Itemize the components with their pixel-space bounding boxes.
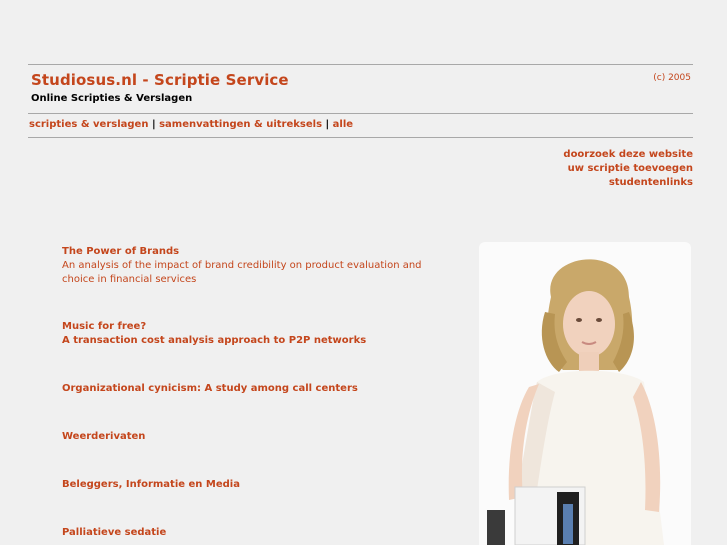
thesis-subtitle[interactable]: An analysis of the impact of brand credibility on product evaluation and choice in financial services bbox=[62, 260, 422, 285]
search-site-link[interactable]: doorzoek deze website bbox=[563, 149, 693, 160]
student-photo bbox=[479, 242, 691, 545]
thesis-subtitle[interactable]: A transaction cost analysis approach to P2P networks bbox=[62, 335, 367, 346]
thesis-item[interactable] bbox=[62, 320, 366, 348]
nav-divider bbox=[28, 137, 693, 138]
thesis-title-link[interactable]: Weerderivaten bbox=[62, 431, 146, 442]
thesis-item[interactable] bbox=[62, 245, 442, 287]
top-divider bbox=[28, 64, 693, 65]
site-tagline: Online Scripties & Verslagen bbox=[31, 93, 193, 104]
header-divider bbox=[28, 113, 693, 114]
student-links-link[interactable]: studentenlinks bbox=[608, 177, 693, 188]
site-title: Studiosus.nl - Scriptie Service bbox=[31, 71, 289, 89]
copyright-text: (c) 2005 bbox=[653, 73, 691, 83]
thesis-title-link[interactable]: Palliatieve sedatie bbox=[62, 527, 167, 538]
nav-link-scripties[interactable]: scripties & verslagen bbox=[29, 119, 149, 130]
nav-separator: | bbox=[151, 119, 156, 130]
thesis-title-link[interactable]: Organizational cynicism: A study among call centers bbox=[62, 383, 358, 394]
student-illustration bbox=[479, 242, 691, 545]
category-nav bbox=[29, 119, 353, 130]
nav-link-alle[interactable]: alle bbox=[332, 119, 354, 130]
utility-links bbox=[563, 148, 693, 190]
thesis-item[interactable] bbox=[62, 430, 145, 444]
thesis-title-link[interactable]: Beleggers, Informatie en Media bbox=[62, 479, 240, 490]
thesis-title-link[interactable]: The Power of Brands bbox=[62, 246, 180, 257]
thesis-item[interactable] bbox=[62, 382, 358, 396]
thesis-item[interactable] bbox=[62, 526, 166, 540]
nav-separator: | bbox=[325, 119, 330, 130]
thesis-item[interactable] bbox=[62, 478, 240, 492]
nav-link-samenvattingen[interactable]: samenvattingen & uitreksels bbox=[159, 119, 323, 130]
add-thesis-link[interactable]: uw scriptie toevoegen bbox=[567, 163, 693, 174]
thesis-title-link[interactable]: Music for free? bbox=[62, 321, 147, 332]
